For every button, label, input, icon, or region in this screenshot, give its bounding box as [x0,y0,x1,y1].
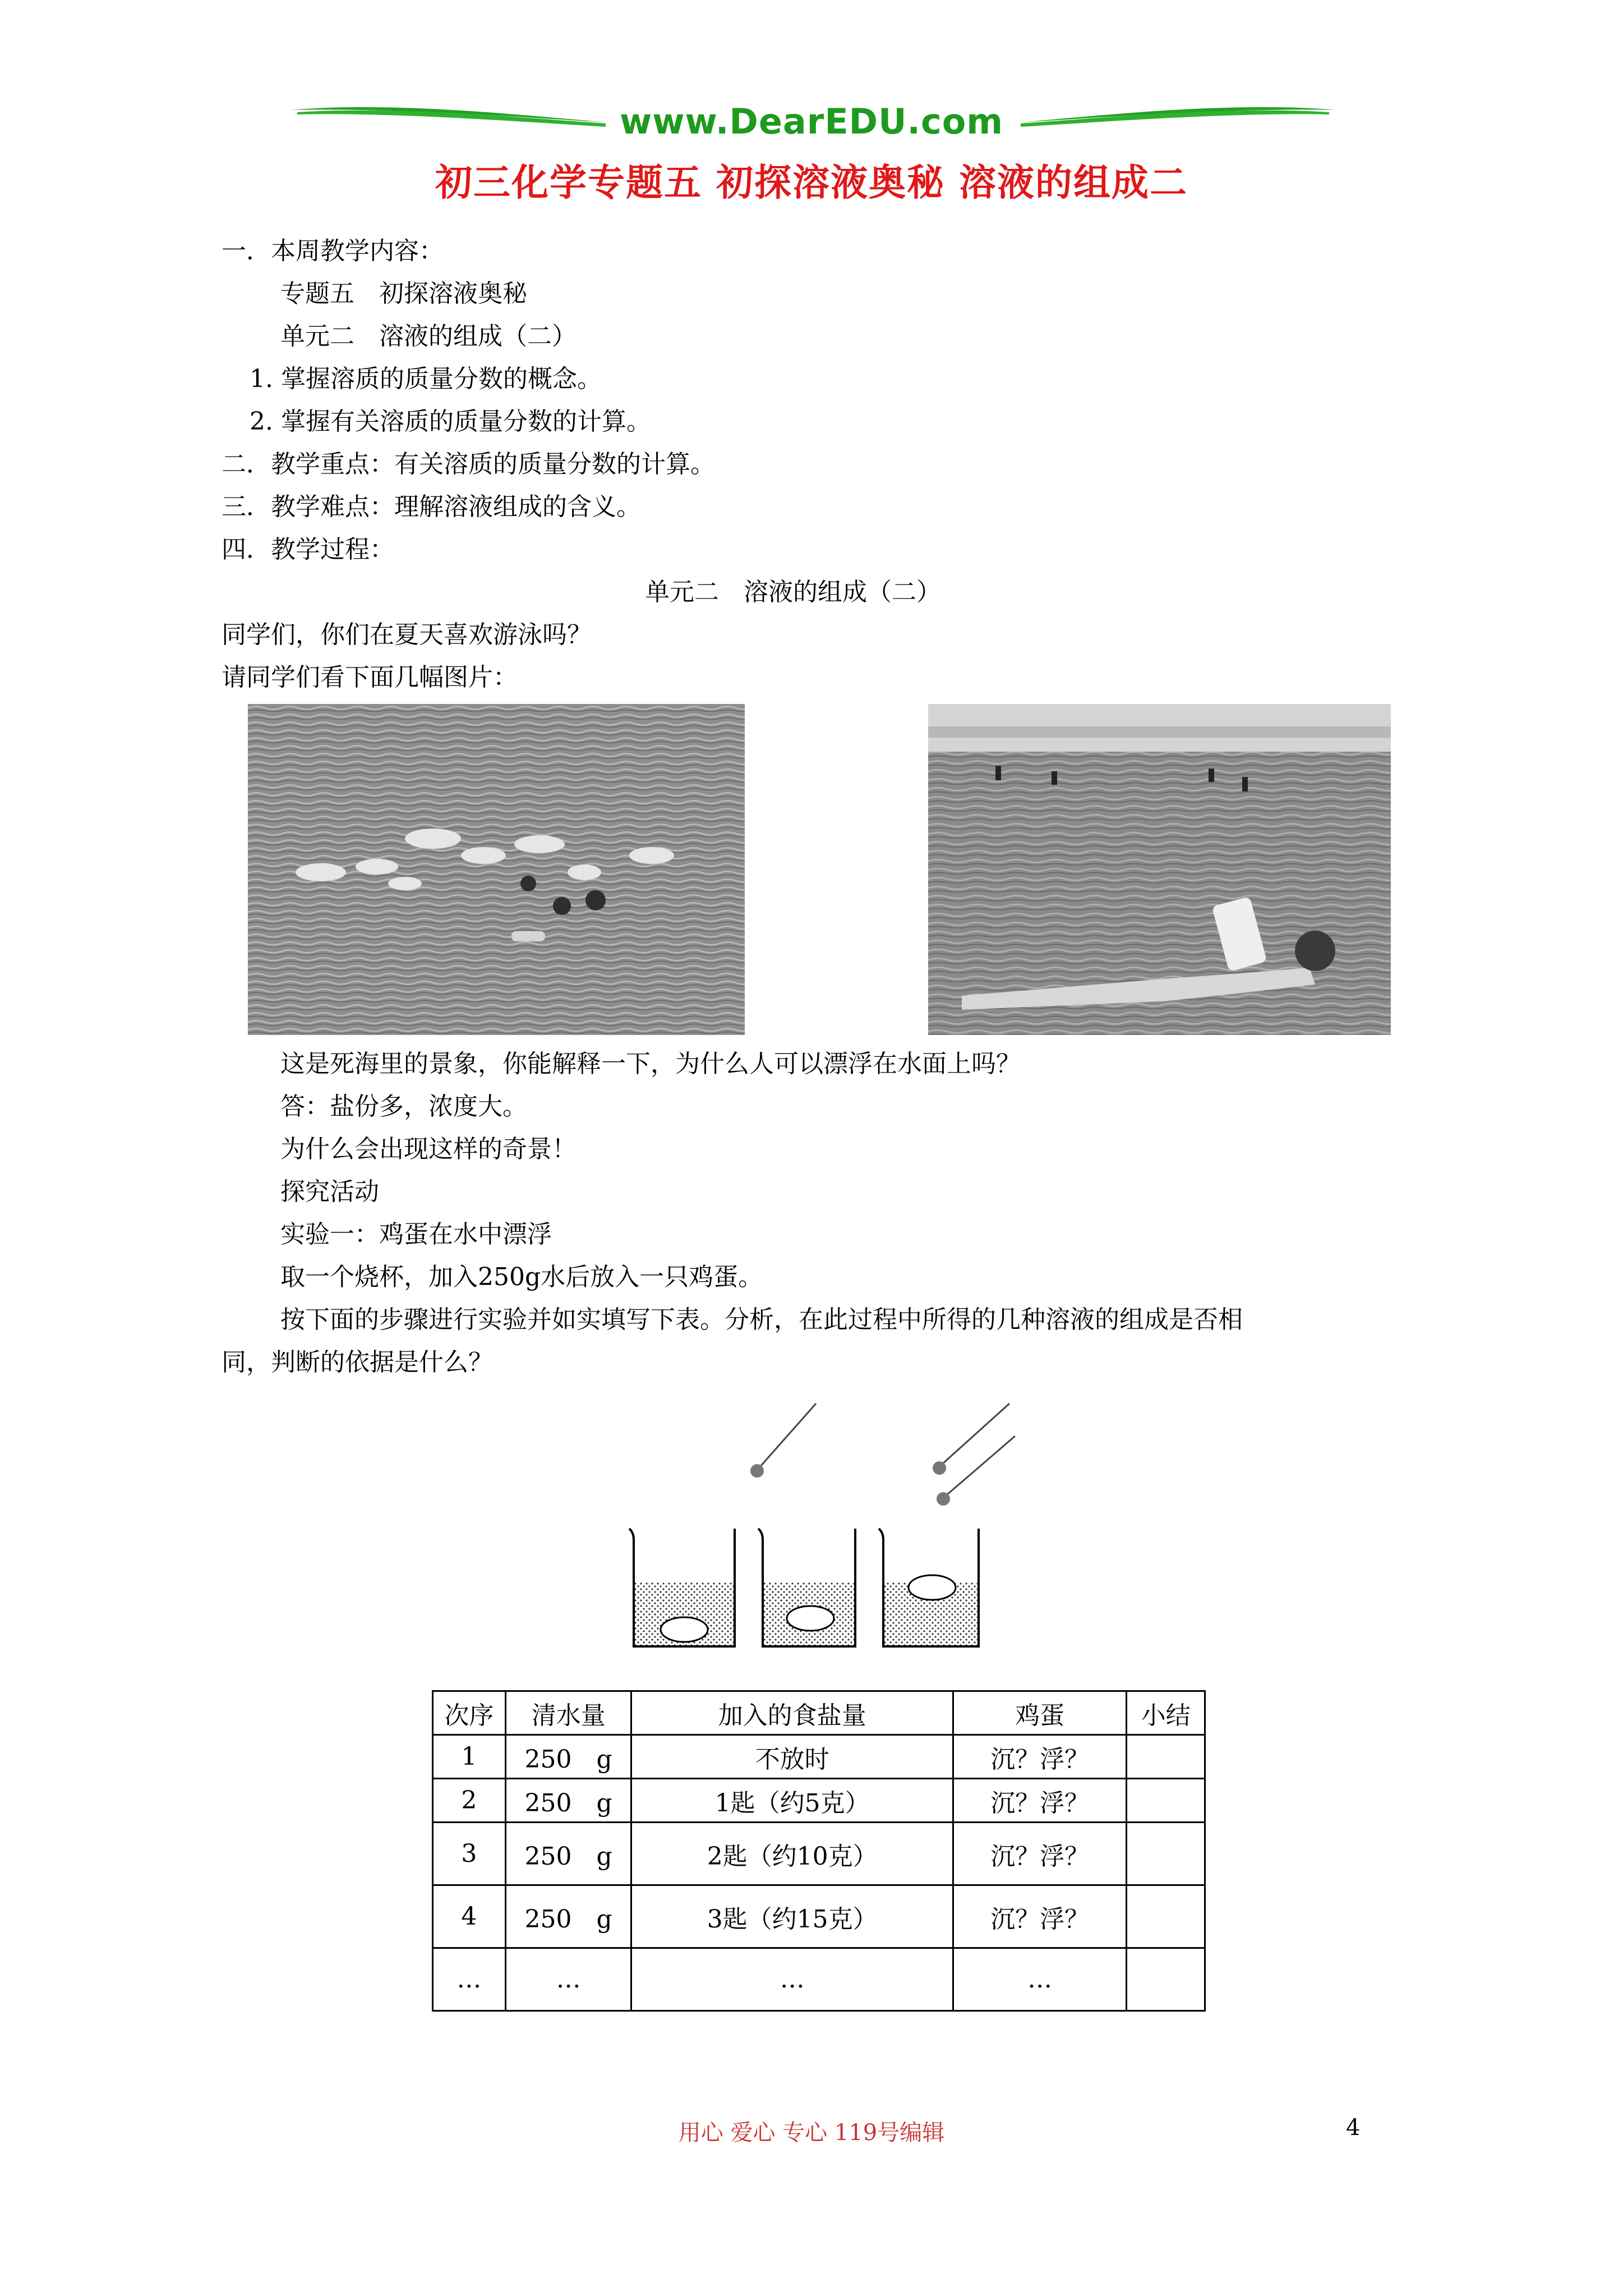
process-heading: 四．教学过程： [222,535,394,564]
header-egg: 鸡蛋 [953,1691,1126,1735]
section-one-heading: 一．本周教学内容： [222,237,444,265]
inquiry-activity: 探究活动 [280,1177,379,1206]
question-swimming: 同学们，你们在夏天喜欢游泳吗？ [222,620,592,649]
cell: 4 [433,1885,506,1948]
cell [1127,1779,1205,1823]
cell: 1匙（约5克） [631,1779,953,1823]
instruction-line-2: 同，判断的依据是什么？ [222,1348,493,1377]
cell: 2 [433,1779,506,1823]
site-logo-text[interactable]: www.DearEDU.com [619,101,1003,142]
beaker-3 [879,1529,979,1646]
cell [1127,1735,1205,1779]
instruction-line-1: 按下面的步骤进行实验并如实填写下表。分析，在此过程中所得的几种溶液的组成是否相 [280,1305,1243,1334]
dead-sea-question: 这是死海里的景象，你能解释一下，为什么人可以漂浮在水面上吗？ [280,1050,1021,1078]
look-at-pictures: 请同学们看下面几幅图片： [222,663,518,692]
table-row [433,1735,1205,1779]
cell [1127,1885,1205,1948]
cell: 250 g [505,1823,631,1885]
beaker-1 [629,1529,735,1646]
table-row [433,1823,1205,1885]
cell: 不放时 [631,1735,953,1779]
page-title: 初三化学专题五 初探溶液奥秘 溶液的组成二 [435,161,1188,204]
unit-line: 单元二 溶液的组成（二） [280,322,577,351]
cell: 1 [433,1735,506,1779]
header-summary: 小结 [1127,1691,1205,1735]
cell: 沉？浮？ [953,1779,1126,1823]
unit-subheading: 单元二 溶液的组成（二） [645,578,941,606]
cell: 3匙（约15克） [631,1885,953,1948]
experiment-table [432,1690,1206,2012]
cell: 沉？浮？ [953,1735,1126,1779]
table-row [433,1885,1205,1948]
cell: 沉？浮？ [953,1823,1126,1885]
beaker-2 [758,1529,855,1646]
cell [1127,1948,1205,2011]
cell [1127,1823,1205,1885]
page-number: 4 [1346,2115,1361,2141]
cell: 250 g [505,1885,631,1948]
objective-1: 1. 掌握溶质的质量分数的概念。 [250,365,602,393]
footer-credit: 用心 爱心 专心 119号编辑 [678,2120,945,2146]
table-row [433,1948,1205,2011]
cell: 3 [433,1823,506,1885]
key-point: 二．教学重点：有关溶质的质量分数的计算。 [222,450,715,478]
cell: 沉？浮？ [953,1885,1126,1948]
cell: 250 g [505,1735,631,1779]
answer-line: 答：盐份多，浓度大。 [280,1092,527,1121]
cell: 250 g [505,1779,631,1823]
dead-sea-photo-swimmers [248,704,745,1035]
table-header-row [433,1691,1205,1735]
objective-2: 2. 掌握有关溶质的质量分数的计算。 [250,407,651,436]
dead-sea-photo-floating-reader [928,704,1391,1035]
cell: … [631,1948,953,2011]
why-wonder: 为什么会出现这样的奇景！ [280,1135,577,1163]
cell: … [505,1948,631,2011]
experiment-step: 取一个烧杯，加入250g水后放入一只鸡蛋。 [280,1263,763,1291]
cell: 2匙（约10克） [631,1823,953,1885]
header-order: 次序 [433,1691,506,1735]
difficult-point: 三．教学难点：理解溶液组成的含义。 [222,493,641,521]
experiment-one: 实验一：鸡蛋在水中漂浮 [280,1220,552,1249]
cell: … [433,1948,506,2011]
cell: … [953,1948,1126,2011]
beaker-experiment-diagram [623,1402,1026,1660]
header-salt: 加入的食盐量 [631,1691,953,1735]
header-water: 清水量 [505,1691,631,1735]
table-row [433,1779,1205,1823]
topic-line: 专题五 初探溶液奥秘 [280,279,527,308]
